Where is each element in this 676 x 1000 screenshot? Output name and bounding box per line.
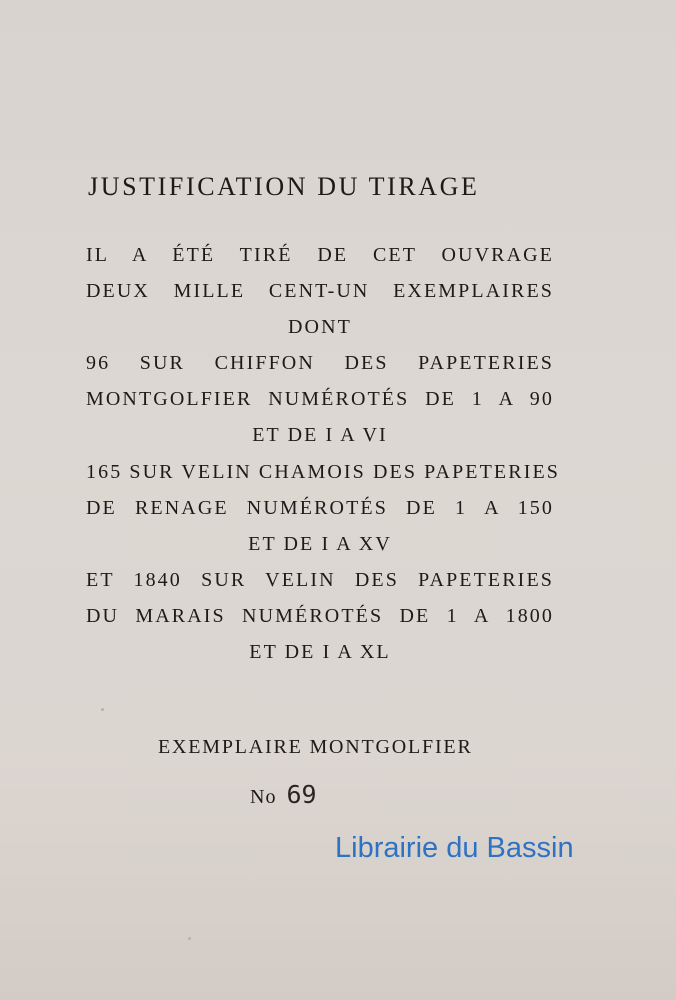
statement-line: ET 1840 SUR VELIN DES PAPETERIES [86,568,554,591]
statement-line: ET DE I A VI [252,424,388,447]
statement-line: DU MARAIS NUMÉROTÉS DE 1 A 1800 [86,604,554,627]
statement-line: DE RENAGE NUMÉROTÉS DE 1 A 150 [86,496,554,519]
number-value: 69 [286,780,317,809]
paper-speck [188,937,191,940]
statement-line: MONTGOLFIER NUMÉROTÉS DE 1 A 90 [86,388,554,411]
statement-line: DEUX MILLE CENT-UN EXEMPLAIRES [86,280,554,303]
statement-line: 96 SUR CHIFFON DES PAPETERIES [86,352,554,375]
bookseller-watermark: Librairie du Bassin [335,832,574,864]
number-prefix: No [250,786,277,808]
copy-number [250,780,317,809]
statement-line: 165 SUR VELIN CHAMOIS DES PAPETERIES [86,460,560,483]
statement-line: DONT [288,316,352,339]
statement-line: ET DE I A XL [249,641,391,664]
statement-line: ET DE I A XV [248,532,392,555]
page-heading: JUSTIFICATION DU TIRAGE [88,172,480,201]
statement-line: IL A ÉTÉ TIRÉ DE CET OUVRAGE [86,244,554,266]
print-run-statement [86,240,560,673]
paper-speck [101,708,104,711]
copy-label: EXEMPLAIRE MONTGOLFIER [158,736,473,758]
